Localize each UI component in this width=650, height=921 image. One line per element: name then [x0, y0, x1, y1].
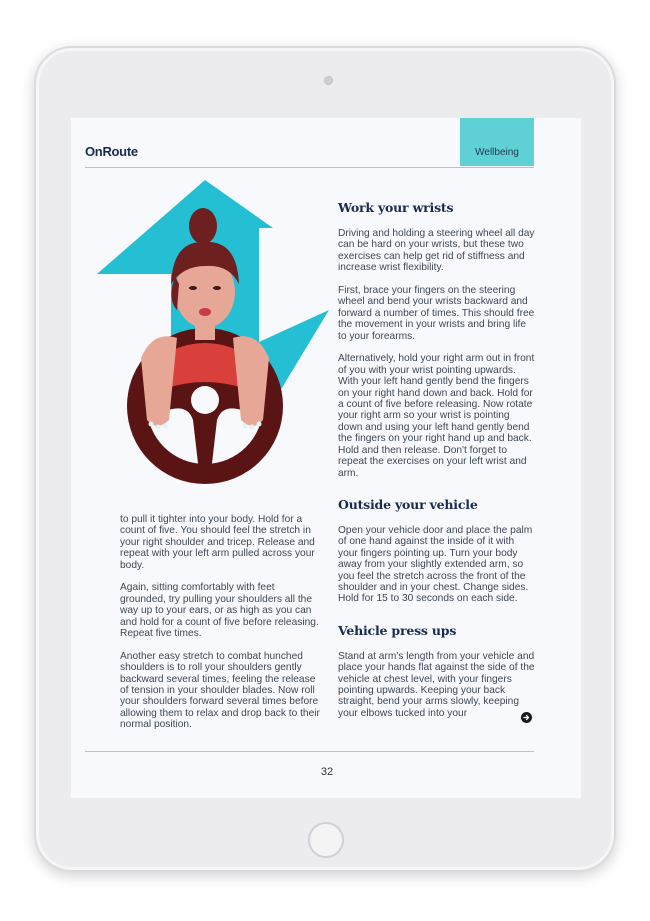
- mouth: [199, 308, 211, 316]
- steering-wheel-illustration: [97, 180, 329, 492]
- eye: [189, 286, 197, 290]
- footer-divider: [85, 751, 534, 752]
- tablet-frame: [34, 46, 616, 872]
- paragraph: Open your vehicle door and place the palm of one hand against the inside of it with your fingers pointing up. Turn your body away from your slightly extended arm, so you feel the stretch across the front of the shoulder and in your chest. Change sides. Hold for 15 to 30 seconds on each side.: [338, 524, 533, 605]
- arrow-right-circle-icon[interactable]: [521, 712, 532, 723]
- brand-logo: OnRoute: [85, 144, 138, 159]
- page-number: 32: [320, 766, 334, 778]
- section-tab[interactable]: Wellbeing: [460, 118, 534, 166]
- paragraph: to pull it tighter into your body. Hold for a count of five. You should feel the stretch in your right shoulder and tricep. Release and repeat with your left arm pulled across your body.: [120, 514, 315, 571]
- section-heading: Work your wrists: [338, 200, 454, 215]
- hair-bun: [189, 208, 217, 244]
- steering-wheel-hub: [191, 386, 219, 414]
- section-heading: Vehicle press ups: [338, 622, 457, 638]
- paragraph: Stand at arm's length from your vehicle and place your hands flat against the side of the vehicle at chest level, with your fingers pointing upwards. Keeping your back straight, bend your arms slowly, keeping your elbows tucked into your: [338, 650, 535, 719]
- section-heading: Outside your vehicle: [338, 496, 478, 512]
- paragraph: Driving and holding a steering wheel all day can be hard on your wrists, but these two exercises can help get rid of stiffness and increase wrist flexibility.: [338, 228, 535, 274]
- left-column: [120, 514, 320, 742]
- eye: [213, 286, 221, 290]
- header-divider: [85, 167, 534, 168]
- home-button[interactable]: [308, 822, 344, 858]
- paragraph: Again, sitting comfortably with feet grounded, try pulling your shoulders all the way up to your ears, or as high as you can and hold for a count of five before releasing. Repeat five times.: [120, 582, 319, 640]
- paragraph: Alternatively, hold your right arm out in front of you with your wrist pointing upwards. With your left hand gently bend the fingers on your right hand down and back. Hold for a count of five before releasing. Now rotate your right arm so your wrist is pointing down and using your left hand gently bend the fingers on your right hand up and back. Hold and then release. Don't forget to repeat the exercises on your left wrist and arm.: [338, 353, 535, 479]
- magazine-page: [71, 118, 581, 798]
- right-column: [338, 200, 536, 731]
- paragraph: First, brace your fingers on the steering wheel and bend your wrists backward and forward a number of times. This should free the movement in your wrists and bring life to your forearms.: [338, 285, 535, 342]
- paragraph: Another easy stretch to combat hunched shoulders is to roll your shoulders gently backward several times, feeling the release of tension in your shoulder blades. Now roll your shoulders forward several times before allowing them to relax and drop back to their normal position.: [120, 650, 320, 731]
- camera-icon: [324, 76, 333, 85]
